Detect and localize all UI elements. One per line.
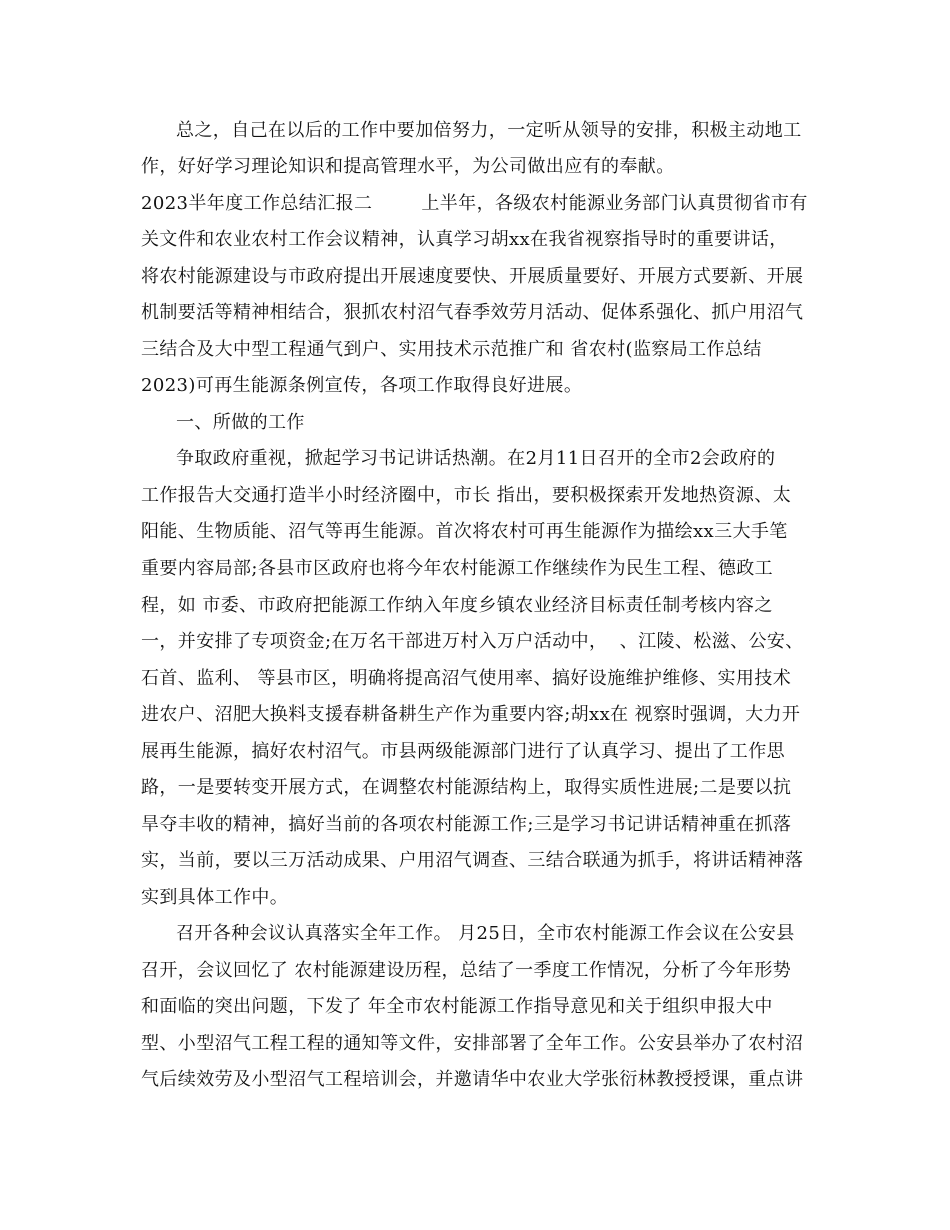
paragraph-line: 实到具体工作中。 bbox=[141, 887, 289, 908]
paragraph-line: 争取政府重视，掀起学习书记讲话热潮。在2月11日召开的全市2会政府的 bbox=[176, 448, 776, 469]
section-heading: 一、所做的工作 bbox=[176, 412, 305, 433]
paragraph-line: 路，一是要转变开展方式，在调整农村能源结构上，取得实质性进展;二是要以抗 bbox=[141, 777, 792, 798]
paragraph-line: 和面临的突出问题，下发了 年全市农村能源工作指导意见和关于组织申报大中 bbox=[141, 996, 773, 1017]
paragraph-line: 展再生能源，搞好农村沼气。市县两级能源部门进行了认真学习、提出了工作思 bbox=[141, 741, 785, 762]
paragraph-line: 重要内容局部;各县市区政府也将今年农村能源工作继续作为民生工程、德政工 bbox=[141, 558, 774, 579]
paragraph-line: 工作报告大交通打造半小时经济圈中，市长 指出，要积极探索开发地热资源、太 bbox=[141, 485, 792, 506]
paragraph-line: 召开，会议回忆了 农村能源建设历程，总结了一季度工作情况，分析了今年形势 bbox=[141, 960, 792, 981]
paragraph-line: 将农村能源建设与市政府提出开展速度要快、开展质量要好、开展方式要新、开展 bbox=[141, 266, 804, 287]
paragraph-line: 石首、监利、 等县市区，明确将提高沼气使用率、搞好设施维护维修、实用技术 bbox=[141, 668, 792, 689]
paragraph-line: 进农户、沼肥大换料支援春耕备耕生产作为重要内容;胡xx在 视察时强调，大力开 bbox=[141, 704, 801, 725]
paragraph-line: 三结合及大中型工程通气到户、实用技术示范推广和 省农村(监察局工作总结 bbox=[141, 339, 762, 360]
paragraph-line: 旱夺丰收的精神，搞好当前的各项农村能源工作;三是学习书记讲话精神重在抓落 bbox=[141, 814, 792, 835]
paragraph-line: 作，好好学习理论知识和提高管理水平，为公司做出应有的奉献。 bbox=[141, 156, 675, 177]
paragraph-line: 气后续效劳及小型沼气工程培训会，并邀请华中农业大学张衍林教授授课，重点讲 bbox=[141, 1069, 804, 1090]
paragraph-line: 召开各种会议认真落实全年工作。 月25日，全市农村能源工作会议在公安县 bbox=[176, 923, 795, 944]
paragraph-line: 阳能、生物质能、沼气等再生能源。首次将农村可再生能源作为描绘xx三大手笔 bbox=[141, 521, 788, 542]
paragraph-line: 型、小型沼气工程工程的通知等文件，安排部署了全年工作。公安县举办了农村沼 bbox=[141, 1033, 804, 1054]
paragraph-line: 关文件和农业农村工作会议精神，认真学习胡xx在我省视察指导时的重要讲话， bbox=[141, 229, 788, 250]
paragraph-line: 机制要活等精神相结合，狠抓农村沼气春季效劳月活动、促体系强化、抓户用沼气 bbox=[141, 302, 804, 323]
paragraph-line: 总之，自己在以后的工作中要加倍努力，一定听从领导的安排，积极主动地工 bbox=[176, 120, 802, 141]
paragraph-line: 2023)可再生能源条例宣传，各项工作取得良好进展。 bbox=[141, 375, 583, 396]
paragraph-line: 一，并安排了专项资金;在万名干部进万村入万户活动中， 、江陵、松滋、公安、 bbox=[141, 631, 804, 652]
paragraph-line: 实，当前，要以三万活动成果、户用沼气调查、三结合联通为抓手，将讲话精神落 bbox=[141, 850, 804, 871]
paragraph-line: 2023半年度工作总结汇报二 上半年，各级农村能源业务部门认真贯彻省市有 bbox=[141, 193, 808, 214]
paragraph-line: 程，如 市委、市政府把能源工作纳入年度乡镇农业经济目标责任制考核内容之 bbox=[141, 595, 773, 616]
